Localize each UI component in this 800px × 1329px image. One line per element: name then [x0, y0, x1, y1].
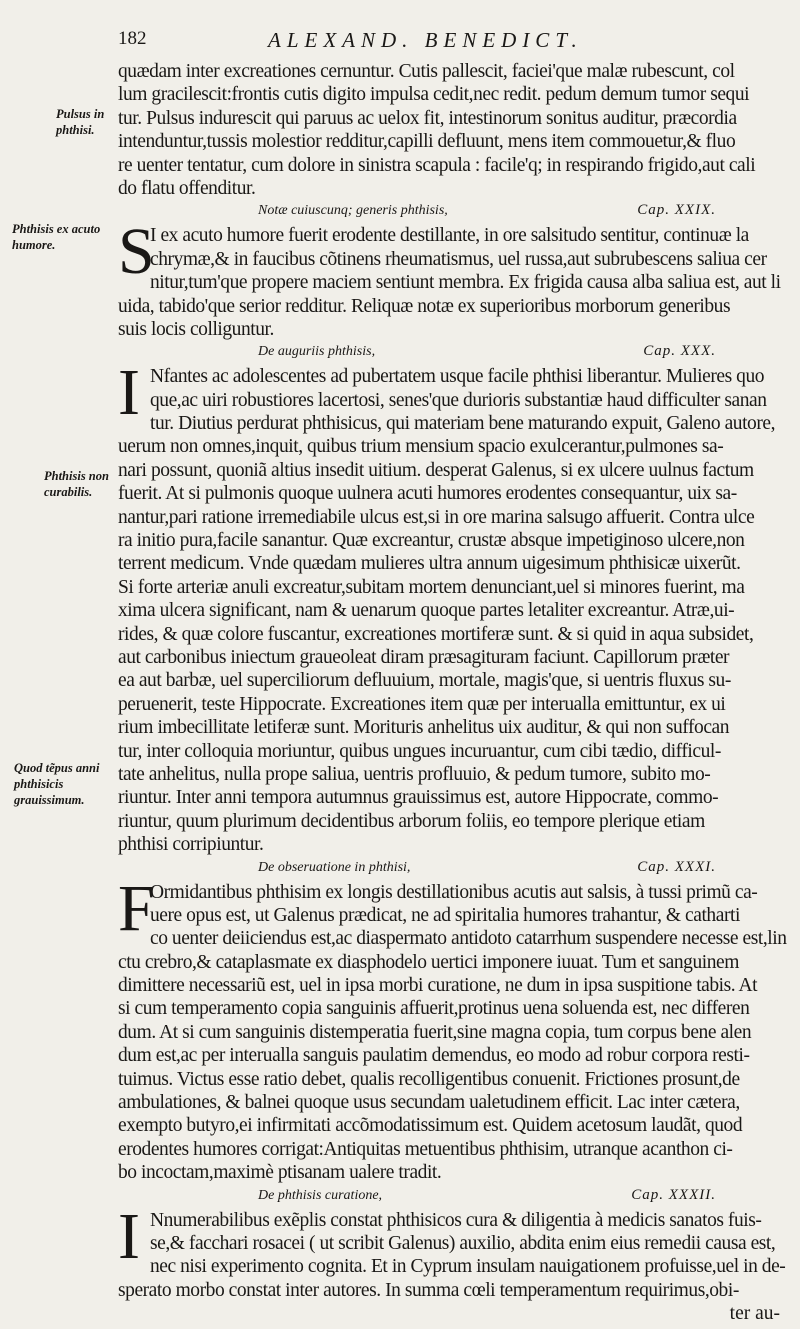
chapter-paragraph [118, 224, 798, 341]
text-line: se,& facchari rosacei ( ut scribit Galenus) auxilio, abdita enim eius remedii causa est, [150, 1232, 776, 1254]
text-line: si cum temperamento copia sanguinis affuerit,protinus uena soluenda est, nec differen [118, 998, 750, 1020]
text-line: tur, inter colloquia moriuntur, quibus ungues incuruantur, cum cibi tædio, difficul- [118, 740, 721, 762]
chapter-number: Cap. XXXI. [637, 858, 716, 875]
text-line: riuntur. Inter anni tempora autumnus grauissimus est, autore Hippocrate, commo- [118, 787, 719, 809]
drop-initial: F [118, 880, 155, 945]
text-line: dimittere necessariũ est, uel in ipsa morbi curatione, ne dum in ipsa suspitione tabis. At [118, 975, 758, 997]
text-line: terrent medicum. Vnde quædam mulieres ultra annum uigesimum phthisicæ uixerũt. [118, 553, 741, 575]
chapter-number: Cap. XXXII. [631, 1186, 716, 1203]
text-line: fuerit. At si pulmonis quoque uulnera acuti humores erodentes consequantur, uix sa- [118, 483, 737, 505]
text-line: aut carbonibus iniectum graueoleat diram præsagituram faciunt. Capillorum præter [118, 646, 730, 668]
text-line: tuimus. Victus esse ratio debet, qualis recolligentibus conuenit. Frictiones prosunt,de [118, 1068, 740, 1090]
text-line: suis locis colliguntur. [118, 318, 274, 340]
chapter-number: Cap. XXX. [643, 343, 716, 360]
drop-initial: I [118, 365, 140, 430]
text-line: I ex acuto humore fuerit erodente destillante, in ore salsitudo sentitur, continuæ la [150, 225, 749, 247]
margin-note-pulsus: Pulsus in phthisi. [56, 107, 105, 137]
text-line: bo incoctam,maximè ptisanam ualere tradit. [118, 1162, 442, 1184]
text-line: xima ulcera significant, nam & uenarum quoque partes letaliter excreantur. Atræ,ui- [118, 600, 735, 622]
text-line: uere opus est, ut Galenus prædicat, ne ad spiritalia humores trahantur, & catharti [150, 904, 740, 926]
text-line: quædam inter excreationes cernuntur. Cutis pallescit, faciei'que malæ rubescunt, col [118, 61, 735, 82]
text-line: tur. Diutius perdurat phthisicus, qui materiam bene maturando expuit, Galeno autore, [150, 413, 776, 435]
chapter-paragraph [118, 365, 798, 856]
chapter-title: De obseruatione in phthisi, [258, 859, 411, 875]
text-line: sperato morbo constat inter autores. In summa cœli temperamentum requirimus,obi- [118, 1279, 739, 1301]
text-line: Nnumerabilibus exẽplis constat phthisicos cura & diligentia à medicis sanatos fuis- [150, 1209, 762, 1231]
text-line: intenduntur,tussis molestior redditur,capilli defluunt, mens item commouetur,& fluo [118, 131, 736, 153]
text-line: tur. Pulsus indurescit qui paruus ac uelox fit, intestinorum sonitus auditur, præcordia [118, 107, 737, 129]
chapter-title: De phthisis curatione, [258, 1187, 383, 1203]
text-line: phthisi corripiuntur. [118, 834, 264, 856]
text-line: nitur,tum'que propere maciem sentiunt membra. Ex frigida causa alba saliua est, aut li [150, 272, 781, 294]
text-line: do flatu offenditur. [118, 177, 256, 199]
chapter-paragraph [118, 1209, 798, 1303]
margin-note-acuto: Phthisis ex acuto humore. [12, 222, 101, 252]
text-line: Si forte arteriæ anuli excreatur,subitam mortem denunciant,uel si minores fuerint, ma [118, 576, 745, 598]
chapter-title: Notæ cuiuscunq; generis phthisis, [258, 203, 448, 219]
text-line: ctu crebro,& cataplasmate ex diasphodelo uertici imponere iuuat. Tum et sanguinem [118, 951, 739, 973]
text-line: nec nisi experimento cognita. Et in Cyprum insulam nauigationem profuisse,uel in de- [150, 1256, 786, 1278]
intro-paragraph [118, 60, 798, 200]
text-line: peruenerit, teste Hippocrate. Excreationes item quæ per interualla emittuntur, ex ui [118, 693, 726, 715]
text-line: ambulationes, & balnei quoque usus secundam ualetudinem efficit. Lac inter cætera, [118, 1092, 740, 1114]
text-line: exempto butyro,ei infirmitati accõmodatissimum est. Quidem acetosum laudãt, quod [118, 1115, 743, 1137]
text-line: Ormidantibus phthisim ex longis destillationibus acutis aut salsis, à tussi primũ ca- [150, 881, 758, 903]
chapter-title: De auguriis phthisis, [258, 344, 376, 360]
text-line: uida, tabido'que serior redditur. Reliquæ notæ ex superioribus morborum generibus [118, 295, 731, 317]
text-line: re uenter tentatur, cum dolore in sinistra scapula : facile'q; in respirando frigido,aut cali [118, 154, 756, 176]
text-line: rides, & quæ colore fuscantur, excreationes mortiferæ sunt. & si quid in aqua subsidet, [118, 623, 754, 645]
text-line: chrymæ,& in faucibus cõtinens rheumatismus, uel russa,aut subrubescens saliua cer [150, 248, 767, 270]
chapter-paragraph [118, 881, 798, 1185]
catchword: ter au- [729, 1303, 780, 1325]
text-line: que,ac uiri robustiores lacertosi, senes'que durioris substantiæ haud difficulter sanan [150, 389, 767, 411]
text-line: ea aut barbæ, uel superciliorum defluuium, mortale, magis'que, si uentris fluxus su- [118, 670, 731, 692]
folio-number: 182 [118, 28, 147, 49]
running-title: ALEXAND. BENEDICT. [268, 28, 583, 52]
text-line: dum est,ac per interualla sanguis paulatim demendus, eo modo ad robur corpora resti- [118, 1045, 750, 1067]
main-text [118, 60, 798, 1326]
page-header [118, 28, 758, 54]
text-line: dum. At si cum sanguinis distemperatia fuerit,sine magna copia, tum corpus bene alen [118, 1021, 752, 1043]
text-line: Nfantes ac adolescentes ad pubertatem usque facile phthisi liberantur. Mulieres quo [150, 366, 765, 388]
text-line: nantur,pari ratione irremediabile ulcus est,si in ore marina salsugo affuerit. Contra ulce [118, 506, 755, 528]
text-line: uerum non omnes,inquit, quibus trium mensium spacio exulcerantur,pulmones sa- [118, 436, 724, 458]
chapter-heading [118, 200, 798, 224]
text-line: tate anhelitus, nulla prope saliua, uentris profluuio, & pedum tumore, subito mo- [118, 763, 711, 785]
margin-note-tempus: Quod tẽpus anni phthisicis grauissimum. [14, 761, 100, 807]
text-line: rium imbecillitate letiferæ sunt. Morituris anhelitus uix auditur, & qui non suffocan [118, 717, 730, 739]
drop-initial: S [118, 224, 155, 289]
chapter-number: Cap. XXIX. [637, 202, 716, 219]
chapter-heading [118, 1185, 798, 1209]
text-line: nari possunt, quoniã altius insedit uitium. desperat Galenus, si ex ulcere uulnus factum [118, 459, 754, 481]
drop-initial: I [118, 1208, 140, 1273]
text-line: erodentes humores corrigat:Antiquitas metuentibus phthisim, utranque acanthon ci- [118, 1138, 733, 1160]
text-line: riuntur, quum plurimum decidentibus arborum foliis, eo tempore plerique etiam [118, 810, 705, 832]
margin-note-non-curabilis: Phthisis non curabilis. [44, 469, 109, 499]
text-line: ra initio pura,facile sanantur. Quæ excreantur, crustæ absque impetiginoso ulcere,non [118, 530, 745, 552]
text-line: co uenter deiiciendus est,ac diaspermato antidoto catarrhum suspendere necesse est,lin [150, 928, 787, 950]
text-line: lum gracilescit:frontis cutis digito impulsa cedit,nec redit. pedum demum tumor sequi [118, 84, 750, 106]
chapter-heading [118, 857, 798, 881]
chapter-heading [118, 341, 798, 365]
